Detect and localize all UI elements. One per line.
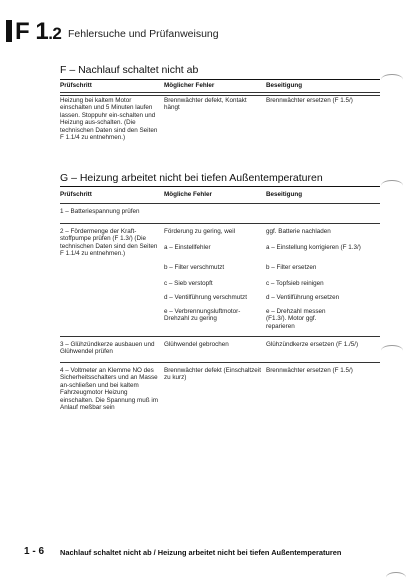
header-bar	[6, 20, 12, 42]
margin-mark	[381, 180, 403, 191]
table-g-row-2-fault: Förderung zu gering, weil	[164, 228, 236, 235]
table-g-row-8-rule	[60, 362, 380, 363]
table-g-row-7-rule	[60, 336, 380, 337]
table-g-row-8-fix: Glühzündkerze ersetzen (F 1./5/)	[266, 341, 359, 348]
table-g-top-rule	[60, 186, 380, 187]
table-f-header-fault: Möglicher Fehler	[164, 82, 215, 89]
table-g-row-9-fix: Brennwächter ersetzen (F 1.5/)	[266, 367, 353, 374]
table-g-header-fix: Beseitigung	[266, 191, 303, 198]
table-f-top-rule	[60, 79, 380, 80]
table-g-row-1-check: 1 – Batteriespannung prüfen	[60, 208, 140, 215]
table-f-row-1-fix: Brennwächter ersetzen (F 1.5/)	[266, 97, 353, 104]
table-g-row-2-check: 2 – Fördermenge der Kraft-stoffpumpe prüfen (F 1.3/) (Die technischen Daten sind den Seiten F 1.1/4 zu entnehmen.)	[60, 228, 158, 258]
table-g-row-8-fault: Glühwendel gebrochen	[164, 341, 229, 348]
table-g-row-2-fix: ggf. Batterie nachladen	[266, 228, 331, 235]
margin-mark	[381, 345, 403, 356]
page-corner-mark	[386, 572, 406, 583]
table-g-row-7-fix: e – Drehzahl messen (F1.3/). Motor ggf. reparieren	[266, 308, 326, 330]
table-g-row-9-check: 4 – Voltmeter an Klemme NO des Sicherheitsschalters und an Masse an-schließen und bei kaltem Fahrzeugmotor Heizung einschalten. Die Spannung muß im Anlauf meßbar sein	[60, 367, 159, 412]
table-f-row-1-fault: Brennwächter defekt, Kontakt hängt	[164, 97, 247, 112]
table-g-row-7-fault: e – Verbrennungsluftmotor-Drehzahl zu gering	[164, 308, 241, 323]
section-g-title: G – Heizung arbeitet nicht bei tiefen Außentemperaturen	[60, 172, 323, 184]
margin-mark	[381, 74, 403, 85]
header-title: Fehlersuche und Prüfanweisung	[68, 28, 219, 40]
table-g-row-8-check: 3 – Glühzündkerze ausbauen und Glühwendel prüfen	[60, 341, 155, 356]
table-f-header-fix: Beseitigung	[266, 82, 303, 89]
table-f-row-1-check: Heizung bei kaltem Motor einschalten und 5 Minuten laufen lassen. Stoppuhr ein-schalten und Heizung aus-schalten. (Die technischen Daten sind den Seiten F 1.1/4 zu entnehmen.)	[60, 97, 158, 142]
table-f-header-rule	[60, 92, 380, 93]
footer-text: Nachlauf schaltet nicht ab / Heizung arbeitet nicht bei tiefen Außentemperaturen	[60, 548, 342, 557]
page-number: 1 - 6	[24, 546, 45, 557]
table-g-row-9-fault: Brennwächter defekt (Einschaltzeit zu kurz)	[164, 367, 261, 382]
table-g-header-fault: Mögliche Fehler	[164, 191, 212, 198]
table-g-row-5-fault: c – Sieb verstopft	[164, 280, 213, 287]
table-g-row-6-fault: d – Ventilführung verschmutzt	[164, 294, 247, 301]
table-g-row-5-fix: c – Topfsieb reinigen	[266, 280, 324, 287]
table-g-row-3-fault: a – Einstellfehler	[164, 244, 211, 251]
table-g-row-4-fault: b – Filter verschmutzt	[164, 264, 225, 271]
table-f-header-rule-2	[60, 95, 380, 96]
table-g-header-rule	[60, 203, 380, 204]
table-f-header-check: Prüfschritt	[60, 82, 92, 89]
table-g-row-6-fix: d – Ventilführung ersetzen	[266, 294, 340, 301]
table-g-header-check: Prüfschritt	[60, 191, 92, 198]
section-code: F 1.2	[15, 18, 62, 45]
table-g-row-1-rule	[60, 223, 380, 224]
table-g-row-4-fix: b – Filter ersetzen	[266, 264, 317, 271]
table-g-row-3-fix: a – Einstellung korrigieren (F 1.3/)	[266, 244, 361, 251]
section-f-title: F – Nachlauf schaltet nicht ab	[60, 64, 199, 76]
